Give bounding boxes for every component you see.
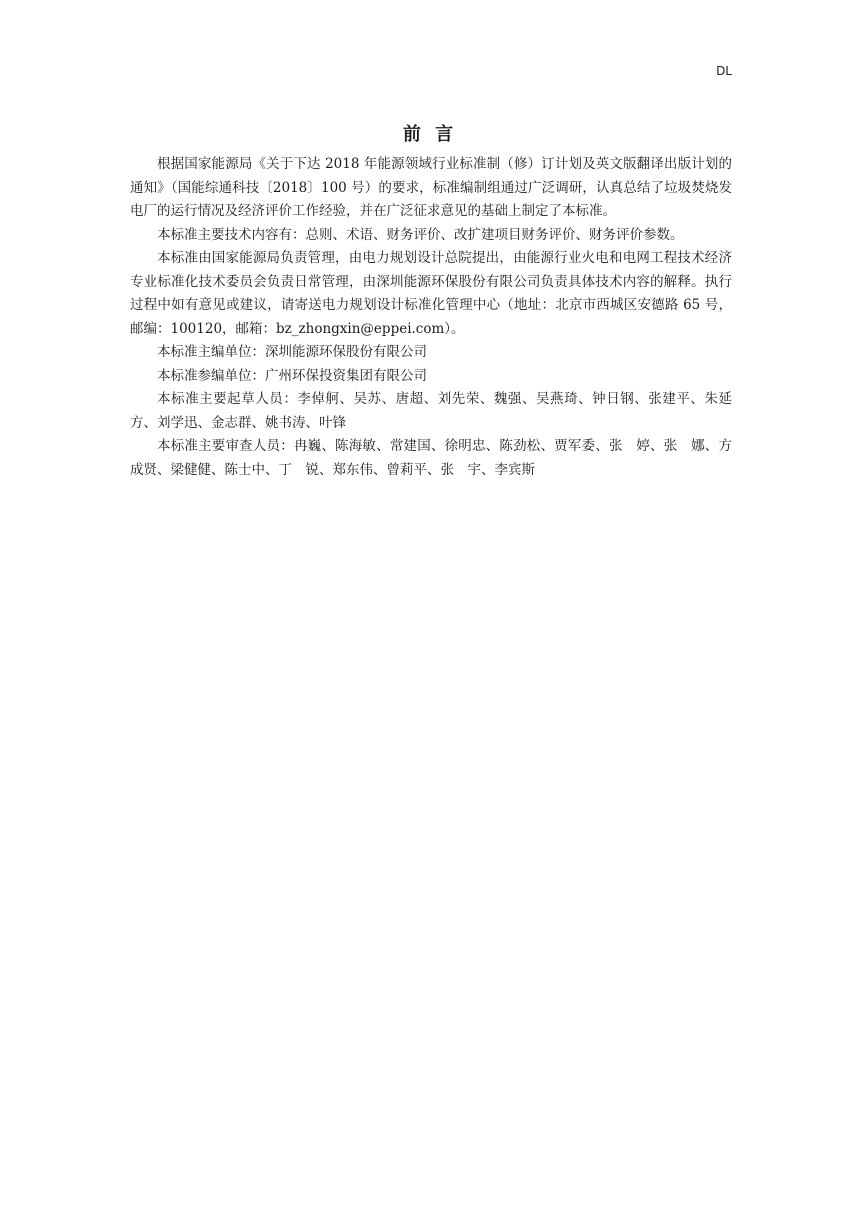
paragraph-participating-unit: 本标准参编单位：广州环保投资集团有限公司	[157, 367, 427, 384]
paragraph-chief-editor: 本标准主编单位：深圳能源环保股份有限公司	[157, 344, 427, 360]
paragraph-background: 根据国家能源局《关于下达 2018 年能源领域行业标准制（修）订计划及英文版翻译出版计划的通知》（国能综通科技〔2018〕100 号）的要求，标准编制组通过广泛调研，认真总结了垃圾焚烧发电厂的运行情况及经济评价工作经验，并在广泛征求意见的基础上制定了本标准。	[130, 156, 732, 219]
paragraph-main-content: 本标准主要技术内容有：总则、术语、财务评价、改扩建项目财务评价、财务评价参数。	[157, 226, 684, 243]
preface-body	[130, 153, 732, 482]
document-code-header: DL	[716, 64, 732, 78]
page-title: 前 言	[402, 124, 458, 145]
paragraph-management: 本标准由国家能源局负责管理，由电力规划设计总院提出，由能源行业火电和电网工程技术经济专业标准化技术委员会负责日常管理，由深圳能源环保股份有限公司负责具体技术内容的解释。执行过程中如有意见或建议，请寄送电力规划设计标准化管理中心（地址：北京市西城区安德路 65 号，邮编：100120，邮箱：bz_zhongxin@eppei.com）。	[130, 250, 732, 337]
paragraph-drafters: 本标准主要起草人员：李倬舸、吴苏、唐超、刘先荣、魏强、吴燕琦、钟日钢、张建平、朱延方、刘学迅、金志群、姚书涛、叶锋	[130, 391, 732, 431]
paragraph-reviewers: 本标准主要审查人员：冉巍、陈海敏、常建国、徐明忠、陈劲松、贾军委、张 婷、张 娜、方成贤、梁健健、陈士中、丁 锐、郑东伟、曾莉平、张 宇、李宾斯	[130, 438, 732, 478]
